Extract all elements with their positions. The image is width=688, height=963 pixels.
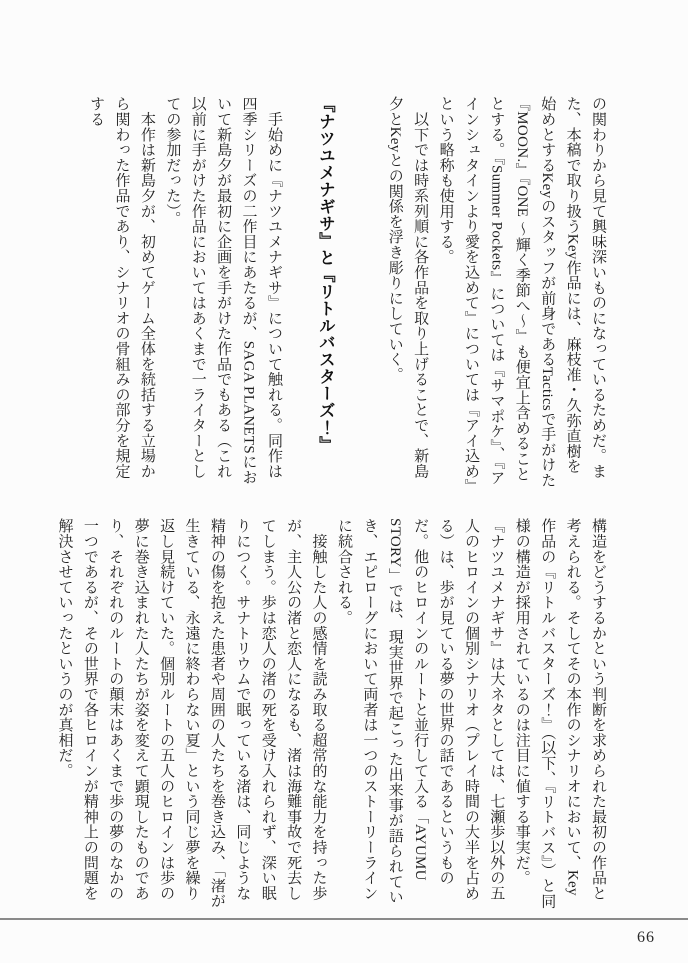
paragraph-author-role-continued: 構造をどうするかという判断を求められた最初の作品と考えられる。そしてその本作のシナリオにおいて、Key作品の『リトルバスターズ！』（以下、『リトバス』）と同様の構造が採用されているのは注目に値する事実だ。 <box>513 518 606 909</box>
section-heading: 『ナツユメナギサ』と『リトルバスターズ！』 <box>316 96 335 453</box>
top-text-band <box>83 96 610 488</box>
paragraph-scope-note: の関わりから見て興味深いものになっているためだ。また、本稿で取り扱うKey作品には、麻枝准・久弥直樹を始めとするKeyのスタッフが前身であるTacticsで手がけた『MOON.』『ONE ～輝く季節へ～』も便宜上含めることとする。『Summer Pockets』については『サマポケ』、『アインシュタインより愛を込めて』については『アイ込め』という略称も使用する。 <box>437 96 606 488</box>
paragraph-story-plot: 接触した人の感情を読み取る超常的な能力を持った歩が、主人公の渚と恋人になるも、渚は海難事故で死去してしまう。歩は恋人の渚の死を受け入れられず、深い眠りにつく。サナトリウムで眠っている渚は、同じような精神の傷を抱えた患者や周囲の人たちを巻き込み、「渚が生きている、永遠に終わらない夏」という同じ夢を繰り返し見続けていた。個別ルートの五人のヒロインは歩の夢に巻き込まれた人たちが姿を変えて顕現したものであり、それぞれのルートの顛末はあくまで歩の夢のなかの一つであるが、その世界で各ヒロインが精神上の問題を解決させていったというのが真相だ。 <box>56 518 327 909</box>
bottom-text-band <box>51 518 610 910</box>
paragraph-natsuyume-intro: 手始めに『ナツユメナギサ』について触れる。同作は四季シリーズの二作目にあたるが、SAGA PLANETSにおいて新島夕が最初に企画を手がけた作品でもある（これ以前に手がけた作品においてはあくまで一ライターとしての参加だった）。 <box>164 96 282 485</box>
paragraph-chronological-plan: 以下では時系列順に各作品を取り上げることで、新島夕とKeyとの関係を浮き彫りにしていく。 <box>386 96 429 479</box>
footer-rule <box>0 918 688 920</box>
page-number: 66 <box>637 929 655 946</box>
paragraph-author-role-start: 本作は新島夕が、初めてゲーム全体を統括する立場から関わった作品であり、シナリオの骨組みの部分を規定する <box>88 96 155 479</box>
paragraph-story-structure: 『ナツユメナギサ』は大ネタとしては、七瀬歩以外の五人のヒロインの個別シナリオ（プレイ時間の大半を占める）は、歩が見ている夢の世界の話であるというものだ。他のヒロインのルートと並行して入る「AYUMU STORY」では、現実世界で起こった出来事が語られていき、エピローグにおいて両者は一つのストーリーラインに統合される。 <box>335 518 505 905</box>
